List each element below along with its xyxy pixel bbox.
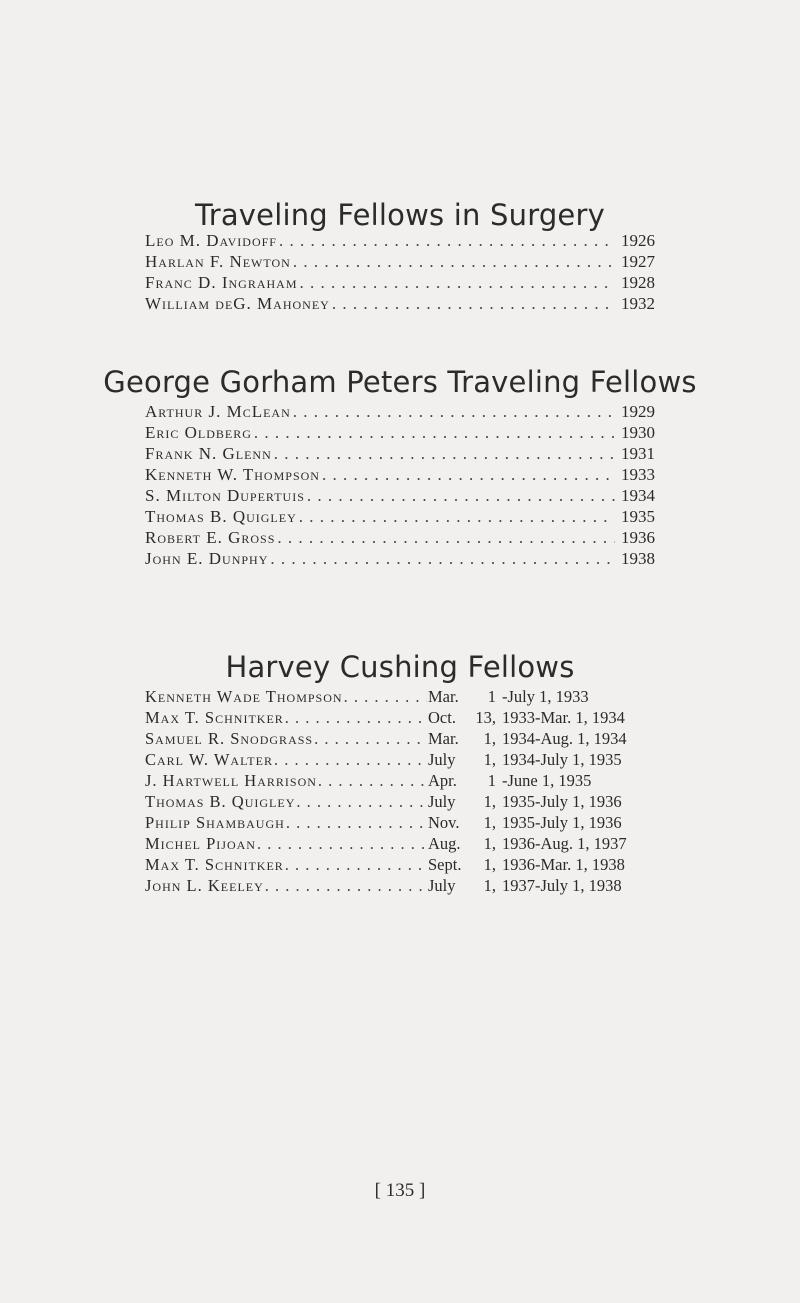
list-item: Carl W. Walter . . . July 1, 1934-July 1, 1935	[145, 749, 660, 770]
peters-fellows-list	[145, 401, 655, 569]
leader-dots	[296, 791, 427, 812]
list-item: Samuel R. Snodgrass . . . Mar. 1, 1934-Aug. 1, 1934	[145, 728, 660, 749]
list-item: Leo M. Davidoff . . . 1926	[145, 230, 655, 251]
cushing-fellows-list	[145, 686, 660, 896]
leader-dots	[293, 251, 615, 272]
list-item: Frank N. Glenn . . . 1931	[145, 443, 655, 464]
list-item: John L. Keeley . . . July 1, 1937-July 1, 1938	[145, 875, 660, 896]
leader-dots	[254, 422, 615, 443]
leader-dots	[270, 548, 615, 569]
leader-dots	[300, 272, 616, 293]
leader-dots	[285, 707, 427, 728]
leader-dots	[285, 854, 427, 875]
leader-dots	[344, 686, 427, 707]
list-item: Philip Shambaugh . . . Nov. 1, 1935-July 1, 1936	[145, 812, 660, 833]
list-item: William deG. Mahoney . . . 1932	[145, 293, 655, 314]
leader-dots	[286, 812, 427, 833]
leader-dots	[274, 443, 615, 464]
section-title-cushing-fellows: Harvey Cushing Fellows	[225, 650, 575, 684]
leader-dots	[277, 527, 615, 548]
list-item: Franc D. Ingraham . . . 1928	[145, 272, 655, 293]
list-item: Max T. Schnitker . . . Oct. 13, 1933-Mar. 1, 1934	[145, 707, 660, 728]
leader-dots	[279, 230, 615, 251]
page-number: [ 135 ]	[374, 1180, 426, 1201]
list-item: Thomas B. Quigley . . . July 1, 1935-July 1, 1936	[145, 791, 660, 812]
list-item: Thomas B. Quigley . . . 1935	[145, 506, 655, 527]
list-item: Michel Pijoan . . . Aug. 1, 1936-Aug. 1, 1937	[145, 833, 660, 854]
list-item: Robert E. Gross . . . 1936	[145, 527, 655, 548]
list-item: John E. Dunphy . . . 1938	[145, 548, 655, 569]
list-item: Arthur J. McLean . . . 1929	[145, 401, 655, 422]
list-item: S. Milton Dupertuis . . . 1934	[145, 485, 655, 506]
leader-dots	[307, 485, 615, 506]
leader-dots	[257, 833, 427, 854]
section-title-traveling-fellows: Traveling Fellows in Surgery	[195, 198, 605, 232]
leader-dots	[293, 401, 615, 422]
list-item: Eric Oldberg . . . 1930	[145, 422, 655, 443]
leader-dots	[299, 506, 615, 527]
list-item: J. Hartwell Harrison . . . Apr. 1 -June 1, 1935	[145, 770, 660, 791]
leader-dots	[274, 749, 427, 770]
list-item: Harlan F. Newton . . . 1927	[145, 251, 655, 272]
leader-dots	[265, 875, 427, 896]
traveling-fellows-list	[145, 230, 655, 314]
list-item: Kenneth Wade Thompson . . . Mar. 1 -July 1, 1933	[145, 686, 660, 707]
leader-dots	[314, 728, 427, 749]
list-item: Kenneth W. Thompson . . . 1933	[145, 464, 655, 485]
list-item: Max T. Schnitker . . . Sept. 1, 1936-Mar. 1, 1938	[145, 854, 660, 875]
section-title-peters-fellows: George Gorham Peters Traveling Fellows	[103, 365, 697, 399]
leader-dots	[318, 770, 427, 791]
leader-dots	[322, 464, 615, 485]
leader-dots	[332, 293, 615, 314]
